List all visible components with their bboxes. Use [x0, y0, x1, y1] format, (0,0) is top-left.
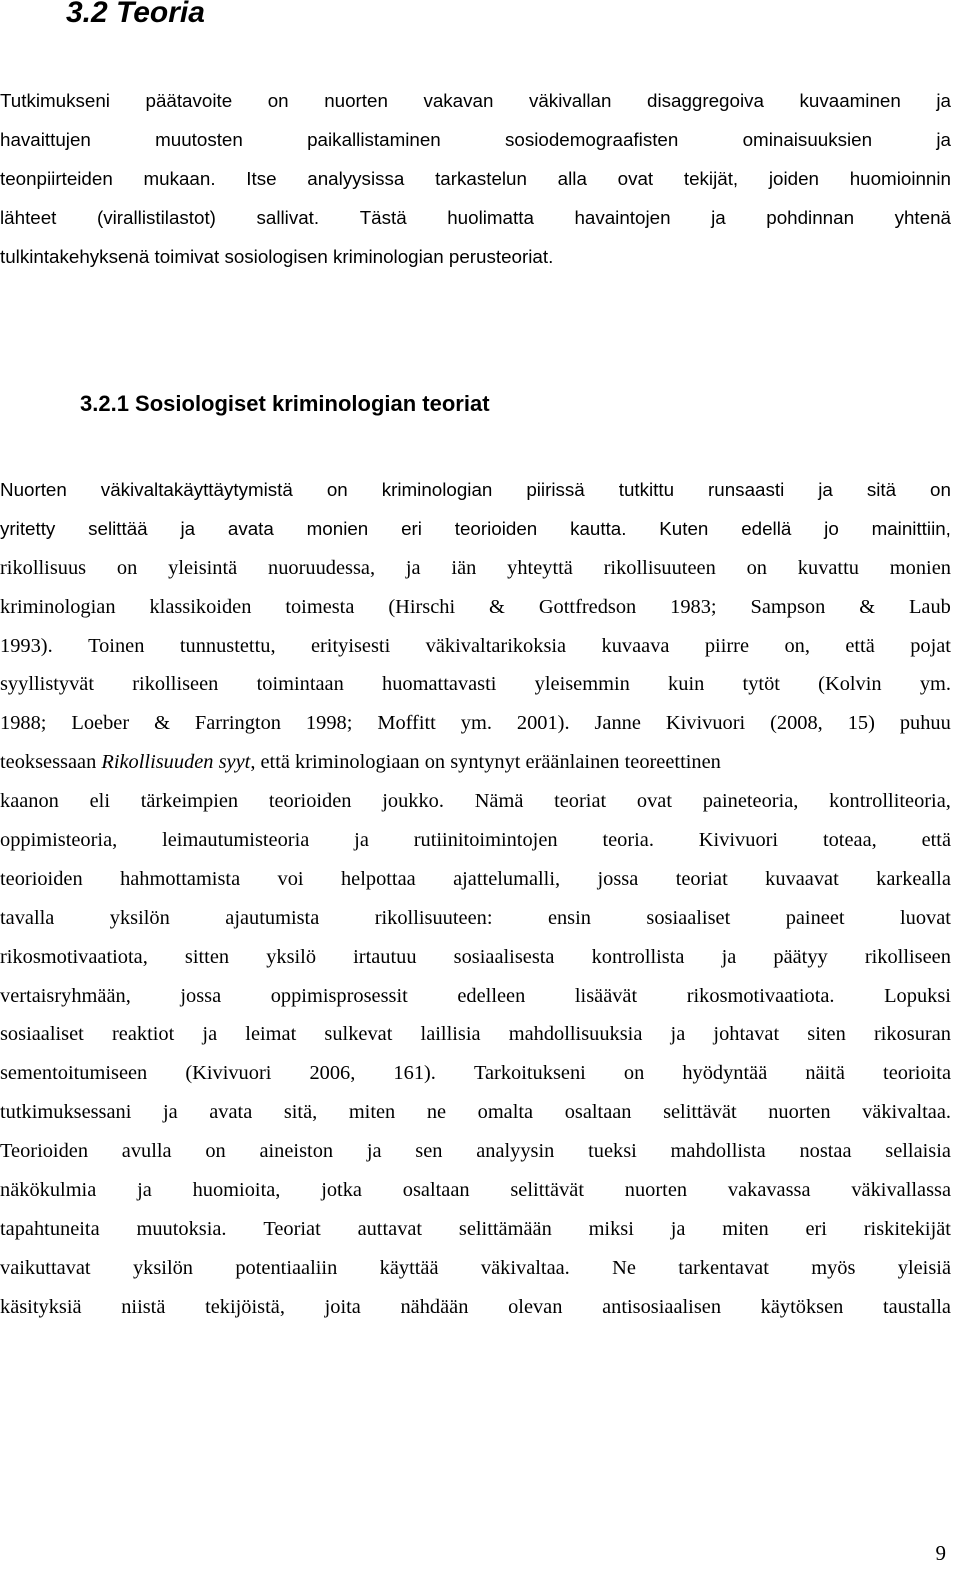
word: väkivaltaa. — [480, 1256, 570, 1279]
word: 1998; — [305, 712, 353, 735]
word: ja — [711, 207, 726, 229]
word: piirissä — [526, 479, 585, 501]
text-line — [0, 588, 951, 627]
word: ja — [405, 556, 421, 579]
word: kautta. — [570, 518, 627, 540]
word: ja — [137, 1178, 152, 1201]
word: reaktiot — [111, 1023, 175, 1046]
text-line — [0, 160, 951, 199]
word: tapahtuneita — [0, 1217, 100, 1240]
word: (2008, — [770, 712, 823, 735]
word: toimesta — [285, 595, 355, 618]
word: on — [205, 1140, 226, 1163]
word: aineiston — [259, 1140, 334, 1163]
word: antisosiaalisen — [602, 1295, 722, 1318]
word: muutoksia. — [136, 1217, 227, 1240]
word: huomioinnin — [849, 168, 951, 190]
word: teorioita — [883, 1062, 951, 1085]
word: päätyy — [773, 945, 828, 968]
word: osaltaan — [402, 1178, 470, 1201]
word: mukaan. — [143, 168, 216, 190]
text-line — [0, 82, 951, 121]
word: yleisintä — [168, 556, 238, 579]
word: on — [930, 479, 951, 501]
text-line: tulkintakehyksenä toimivat sosiologisen kriminologian perusteoriat. — [0, 246, 554, 267]
word: jossa — [597, 867, 639, 890]
word: tytöt — [742, 673, 780, 696]
word: ja — [670, 1217, 686, 1240]
word: teoria. — [602, 828, 654, 851]
word: miten — [348, 1101, 396, 1124]
word: käytöksen — [760, 1295, 844, 1318]
word: avata — [209, 1101, 253, 1124]
word: johtavat — [713, 1023, 780, 1046]
word: analyysissa — [307, 168, 405, 190]
word: teorioiden — [454, 518, 538, 540]
word: karkealla — [876, 867, 951, 890]
word: kriminologian — [381, 479, 493, 501]
word: 161). — [393, 1062, 436, 1085]
word: joita — [324, 1295, 361, 1318]
word: ja — [818, 479, 833, 501]
word: monien — [306, 518, 369, 540]
word: Tutkimukseni — [0, 90, 110, 112]
word: Teorioiden — [0, 1140, 89, 1163]
word: tekijät, — [683, 168, 739, 190]
word: Itse — [246, 168, 277, 190]
word: havaittujen — [0, 129, 91, 151]
word: kuvaaminen — [799, 90, 901, 112]
word: yksilö — [266, 945, 317, 968]
intro-paragraph — [0, 82, 951, 276]
word: voi — [277, 867, 304, 890]
word: tavalla — [0, 906, 55, 929]
text-line — [0, 471, 951, 510]
word: Ne — [612, 1256, 636, 1279]
book-title: Rikollisuuden syyt — [101, 751, 251, 774]
word: on — [326, 479, 348, 501]
word: hahmottamista — [120, 867, 241, 890]
word: on — [116, 556, 138, 579]
word: (Kolvin — [818, 673, 882, 696]
word: leimat — [245, 1023, 297, 1046]
word: Laub — [908, 595, 951, 618]
word: irtautuu — [353, 945, 417, 968]
word: potentiaaliin — [235, 1256, 338, 1279]
word: Tästä — [359, 207, 407, 229]
word: Kivivuori — [698, 828, 779, 851]
word: vakavassa — [727, 1178, 811, 1201]
word: väkivaltarikoksia — [425, 634, 567, 657]
text-line — [0, 1210, 951, 1249]
word: kontrollista — [591, 945, 685, 968]
text-line — [0, 121, 951, 160]
word: vertaisryhmään, — [0, 984, 131, 1007]
word: ja — [366, 1140, 382, 1163]
word: mahdollista — [670, 1140, 766, 1163]
body-paragraph — [0, 471, 951, 1327]
word: siten — [807, 1023, 846, 1046]
word: edelleen — [457, 984, 526, 1007]
word: tarkentavat — [678, 1256, 769, 1279]
text-line — [0, 199, 951, 238]
word: toteaa, — [822, 828, 877, 851]
word: jo — [824, 518, 839, 540]
word: sitten — [184, 945, 230, 968]
word: yleisiä — [897, 1256, 951, 1279]
word: eri — [805, 1217, 827, 1240]
word: yksilön — [109, 906, 170, 929]
word: 15) — [847, 712, 875, 735]
word: sen — [415, 1140, 443, 1163]
word: käyttää — [379, 1256, 439, 1279]
word: tutkittu — [618, 479, 675, 501]
word: olevan — [508, 1295, 563, 1318]
word: Lopuksi — [884, 984, 951, 1007]
word: kuin — [668, 673, 705, 696]
word: että — [921, 828, 951, 851]
word: Kuten — [659, 518, 709, 540]
word: Gottfredson — [538, 595, 637, 618]
word: avulla — [121, 1140, 172, 1163]
word: ja — [202, 1023, 218, 1046]
word: teonpiirteiden — [0, 168, 113, 190]
word: taustalla — [883, 1295, 951, 1318]
word: luovat — [900, 906, 951, 929]
word: ja — [354, 828, 369, 851]
word: vaikuttavat — [0, 1256, 91, 1279]
word: huolimatta — [447, 207, 534, 229]
word: & — [859, 595, 876, 618]
word: huomioita, — [192, 1178, 281, 1201]
word: rikollisuuteen — [603, 556, 716, 579]
word: päätavoite — [145, 90, 233, 112]
word: on — [623, 1062, 645, 1085]
text-line — [0, 627, 951, 666]
word: ajautumista — [225, 906, 320, 929]
word: ja — [721, 945, 737, 968]
word: avata — [227, 518, 274, 540]
text-line — [0, 938, 951, 977]
subsection-heading: 3.2.1 Sosiologiset kriminologian teoriat — [80, 391, 490, 416]
word: rutiinitoimintojen — [413, 828, 558, 851]
word: ovat — [636, 790, 673, 813]
word: mainittiin, — [871, 518, 951, 540]
word: ominaisuuksien — [742, 129, 873, 151]
word: joukko. — [382, 790, 444, 813]
word: Loeber — [71, 712, 130, 735]
word: tunnustettu, — [179, 634, 276, 657]
word: rikolliseen — [132, 673, 219, 696]
word: klassikoiden — [149, 595, 252, 618]
word: 2001). — [516, 712, 570, 735]
text-line — [0, 1249, 951, 1288]
word: selittävät — [663, 1101, 737, 1124]
word: erityisesti — [310, 634, 391, 657]
word: sosiaaliset — [0, 1023, 84, 1046]
word: kuvattu — [797, 556, 859, 579]
word: yleisemmin — [534, 673, 630, 696]
text-line — [0, 860, 951, 899]
text-line — [0, 704, 951, 743]
word: & — [489, 595, 505, 618]
word: on, — [784, 634, 810, 657]
word: ym. — [919, 673, 951, 696]
word: Sampson — [750, 595, 826, 618]
word: sosiaalisesta — [453, 945, 555, 968]
word: paikallistaminen — [307, 129, 441, 151]
word: nähdään — [400, 1295, 469, 1318]
word: väkivaltakäyttäytymistä — [100, 479, 293, 501]
word: yhteyttä — [507, 556, 573, 579]
word: 2006, — [309, 1062, 356, 1085]
word: Farrington — [194, 712, 281, 735]
word: rikosmotivaatiota. — [686, 984, 835, 1007]
word: väkivallan — [528, 90, 612, 112]
text-line — [0, 782, 951, 821]
text-line — [0, 549, 951, 588]
word: syyllistyvät — [0, 673, 95, 696]
word: rikosmotivaatiota, — [0, 945, 148, 968]
word: selittämään — [458, 1217, 552, 1240]
text-line — [0, 1054, 951, 1093]
word: jossa — [180, 984, 222, 1007]
word: selittää — [88, 518, 148, 540]
word: toimintaan — [256, 673, 344, 696]
word: kaanon — [0, 790, 59, 813]
word: (virallistilastot) — [96, 207, 216, 229]
text-line — [0, 821, 951, 860]
text-line — [0, 977, 951, 1016]
word: oppimisprosessit — [270, 984, 408, 1007]
word: hyödyntää — [682, 1062, 768, 1085]
word: teorioiden — [0, 867, 83, 890]
word: ajattelumalli, — [453, 867, 561, 890]
word: lähteet — [0, 207, 57, 229]
word: miten — [722, 1217, 769, 1240]
word: kuvaavat — [765, 867, 839, 890]
word: monien — [889, 556, 951, 579]
word: nostaa — [799, 1140, 852, 1163]
word: miksi — [588, 1217, 634, 1240]
word: Nuorten — [0, 479, 67, 501]
word: paineteoria, — [702, 790, 799, 813]
word: nuorten — [624, 1178, 688, 1201]
text-line-with-italic-title — [0, 743, 951, 782]
word: ja — [162, 1101, 178, 1124]
word: yhtenä — [894, 207, 951, 229]
text-line — [0, 1015, 951, 1054]
word: ensin — [547, 906, 591, 929]
word: tarkastelun — [435, 168, 527, 190]
word: sellaisia — [885, 1140, 951, 1163]
word: selittävät — [510, 1178, 584, 1201]
word: sitä — [866, 479, 897, 501]
word: sosiaaliset — [646, 906, 731, 929]
word: muutosten — [155, 129, 243, 151]
word: että — [845, 634, 875, 657]
word: 1993). — [0, 634, 53, 657]
section-heading: 3.2 Teoria — [66, 0, 205, 29]
word: teoriat — [675, 867, 728, 890]
word: kontrolliteoria, — [829, 790, 951, 813]
word: ja — [936, 90, 951, 112]
word: ym. — [460, 712, 492, 735]
word: sementoitumiseen — [0, 1062, 148, 1085]
word: huomattavasti — [382, 673, 497, 696]
text-segment: , että kriminologiaan on syntynyt eräänlainen teoreettinen — [250, 751, 721, 774]
word: ja — [180, 518, 196, 540]
word: paineet — [785, 906, 845, 929]
text-line — [0, 510, 951, 549]
word: väkivallassa — [851, 1178, 951, 1201]
word: nuorten — [768, 1101, 831, 1124]
word: on — [267, 90, 289, 112]
word: näkökulmia — [0, 1178, 97, 1201]
word: mahdollisuuksia — [508, 1023, 643, 1046]
word: kriminologian — [0, 595, 116, 618]
word: laillisia — [420, 1023, 481, 1046]
word: tekijöistä, — [205, 1295, 285, 1318]
word: rikolliseen — [864, 945, 951, 968]
word: Tarkoitukseni — [473, 1062, 586, 1085]
word: disaggregoiva — [647, 90, 764, 112]
word: & — [154, 712, 170, 735]
word: rikollisuuteen: — [374, 906, 493, 929]
word: sulkevat — [324, 1023, 393, 1046]
word: kuvaava — [601, 634, 670, 657]
word: myös — [811, 1256, 856, 1279]
word: eli — [89, 790, 110, 813]
word: (Hirschi — [388, 595, 456, 618]
word: riskitekijät — [863, 1217, 951, 1240]
word: omalta — [477, 1101, 534, 1124]
word: Janne — [594, 712, 641, 735]
word: helpottaa — [340, 867, 416, 890]
word: teorioiden — [268, 790, 352, 813]
word: jotka — [321, 1178, 362, 1201]
page-number: 9 — [935, 1541, 946, 1565]
word: yritetty — [0, 518, 56, 540]
text-line — [0, 1288, 951, 1327]
word: oppimisteoria, — [0, 828, 118, 851]
word: sallivat. — [256, 207, 320, 229]
word: (Kivivuori — [185, 1062, 272, 1085]
word: ne — [426, 1101, 447, 1124]
word: joiden — [768, 168, 819, 190]
word: niistä — [121, 1295, 166, 1318]
word: on — [746, 556, 767, 579]
word: lisäävät — [574, 984, 638, 1007]
word: eri — [401, 518, 422, 540]
word: nuoruudessa, — [268, 556, 376, 579]
word: runsaasti — [708, 479, 785, 501]
word: auttavat — [357, 1217, 423, 1240]
word: alla — [557, 168, 587, 190]
word: iän — [451, 556, 477, 579]
word: Moffitt — [377, 712, 436, 735]
word: havaintojen — [574, 207, 671, 229]
word: 1983; — [670, 595, 717, 618]
word: näitä — [805, 1062, 845, 1085]
word: nuorten — [324, 90, 388, 112]
word: väkivaltaa. — [862, 1101, 951, 1124]
word: piirre — [704, 634, 750, 657]
word: puhuu — [899, 712, 951, 735]
text-line — [0, 899, 951, 938]
text-line — [0, 1132, 951, 1171]
word: pohdinnan — [766, 207, 855, 229]
word: Nämä — [474, 790, 524, 813]
word: yksilön — [132, 1256, 193, 1279]
text-line — [0, 665, 951, 704]
word: osaltaan — [564, 1101, 632, 1124]
word: ja — [670, 1023, 686, 1046]
word: käsityksiä — [0, 1295, 82, 1318]
word: 1988; — [0, 712, 47, 735]
word: sitä, — [283, 1101, 318, 1124]
word: tueksi — [588, 1140, 637, 1163]
text-segment: teoksessaan — [0, 751, 97, 774]
word: Kivivuori — [665, 712, 746, 735]
word: rikollisuus — [0, 556, 87, 579]
word: Teoriat — [263, 1217, 321, 1240]
word: analyysin — [476, 1140, 555, 1163]
word: pojat — [910, 634, 951, 657]
word: vakavan — [423, 90, 494, 112]
word: sosiodemograafisten — [505, 129, 679, 151]
word: tärkeimpien — [140, 790, 239, 813]
word: ja — [936, 129, 951, 151]
word: teoriat — [554, 790, 607, 813]
word: leimautumisteoria — [162, 828, 310, 851]
word: tutkimuksessani — [0, 1101, 132, 1124]
word: rikosuran — [873, 1023, 951, 1046]
word: ovat — [617, 168, 654, 190]
word: Toinen — [88, 634, 145, 657]
text-line — [0, 1093, 951, 1132]
text-line — [0, 1171, 951, 1210]
word: edellä — [741, 518, 792, 540]
